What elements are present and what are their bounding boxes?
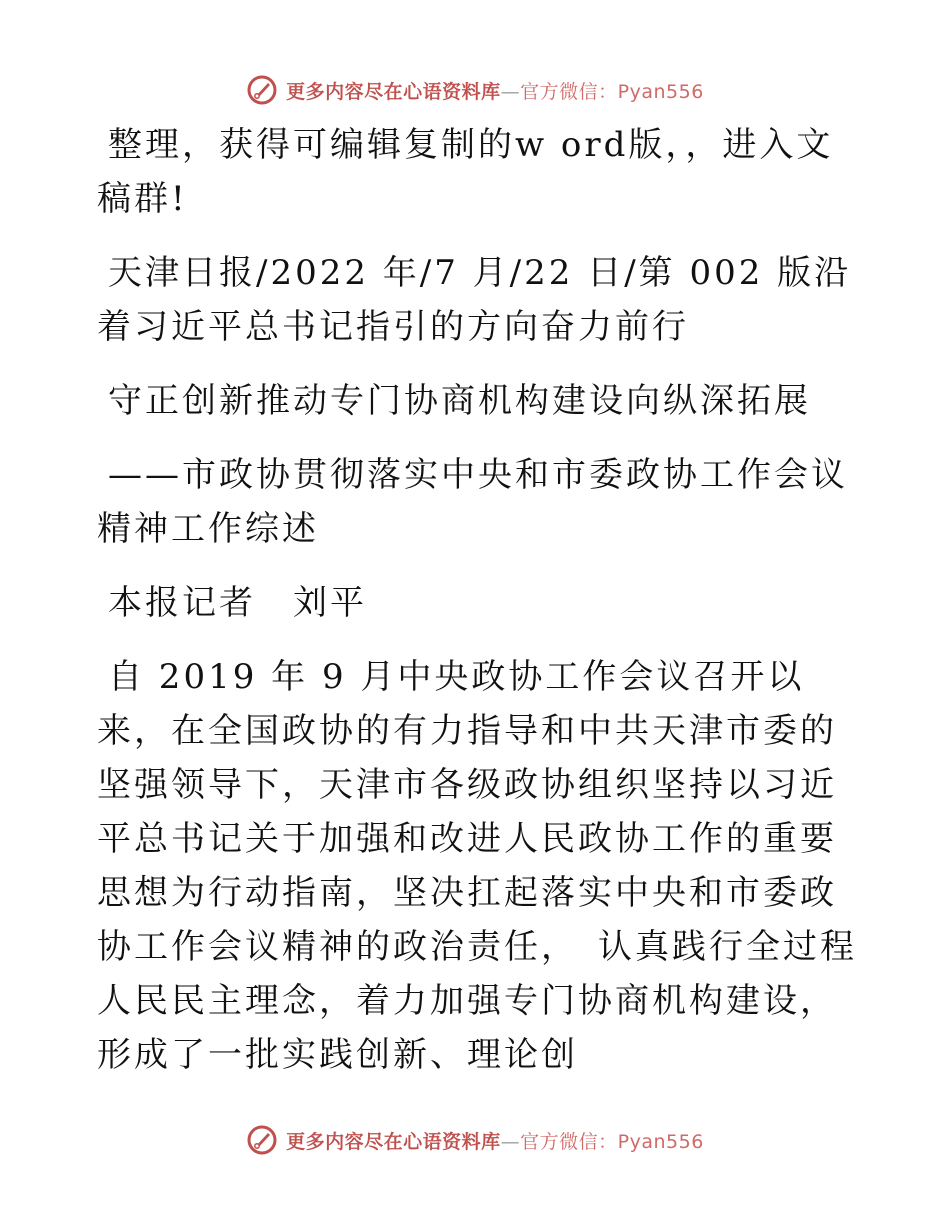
byline: 本报记者 刘平 — [108, 583, 367, 623]
banner-text — [286, 1127, 704, 1154]
document-content — [97, 118, 857, 1082]
banner-wechat: 官方微信：Pyan556 — [520, 1130, 704, 1153]
banner-text — [286, 77, 704, 104]
banner-label: 更多内容尽在心语资料库 — [286, 1130, 501, 1153]
header-banner — [0, 70, 950, 110]
banner-wechat: 官方微信：Pyan556 — [520, 80, 704, 103]
body-paragraph: 自 2019 年 9 月中央政协工作会议召开以来，在全国政协的有力指导和中共天津市委的坚强领导下，天津市各级政协组织坚持以习近平总书记关于加强和改进人民政协工作的重要思想为行动指南，坚决扛起落实中央和市委政协工作会议精神的政治责任， 认真践行全过程人民民主理念，着力加强专门协商机构建设，形成了一批实践创新、理论创 — [97, 657, 857, 1075]
source-line: 天津日报/2022 年/7 月/22 日/第 002 版沿着习近平总书记指引的方向奋力前行 — [97, 253, 852, 347]
banner-separator: — — [500, 80, 521, 103]
library-logo-icon — [246, 1124, 278, 1156]
intro-paragraph: 整理，获得可编辑复制的w ord版，，进入文稿群! — [97, 125, 834, 219]
banner-separator: — — [500, 1130, 521, 1153]
footer-banner — [0, 1120, 950, 1160]
subheadline: ——市政协贯彻落实中央和市委政协工作会议精神工作综述 — [97, 455, 848, 549]
headline: 守正创新推动专门协商机构建设向纵深拓展 — [108, 381, 811, 421]
banner-label: 更多内容尽在心语资料库 — [286, 80, 501, 103]
library-logo-icon — [246, 74, 278, 106]
